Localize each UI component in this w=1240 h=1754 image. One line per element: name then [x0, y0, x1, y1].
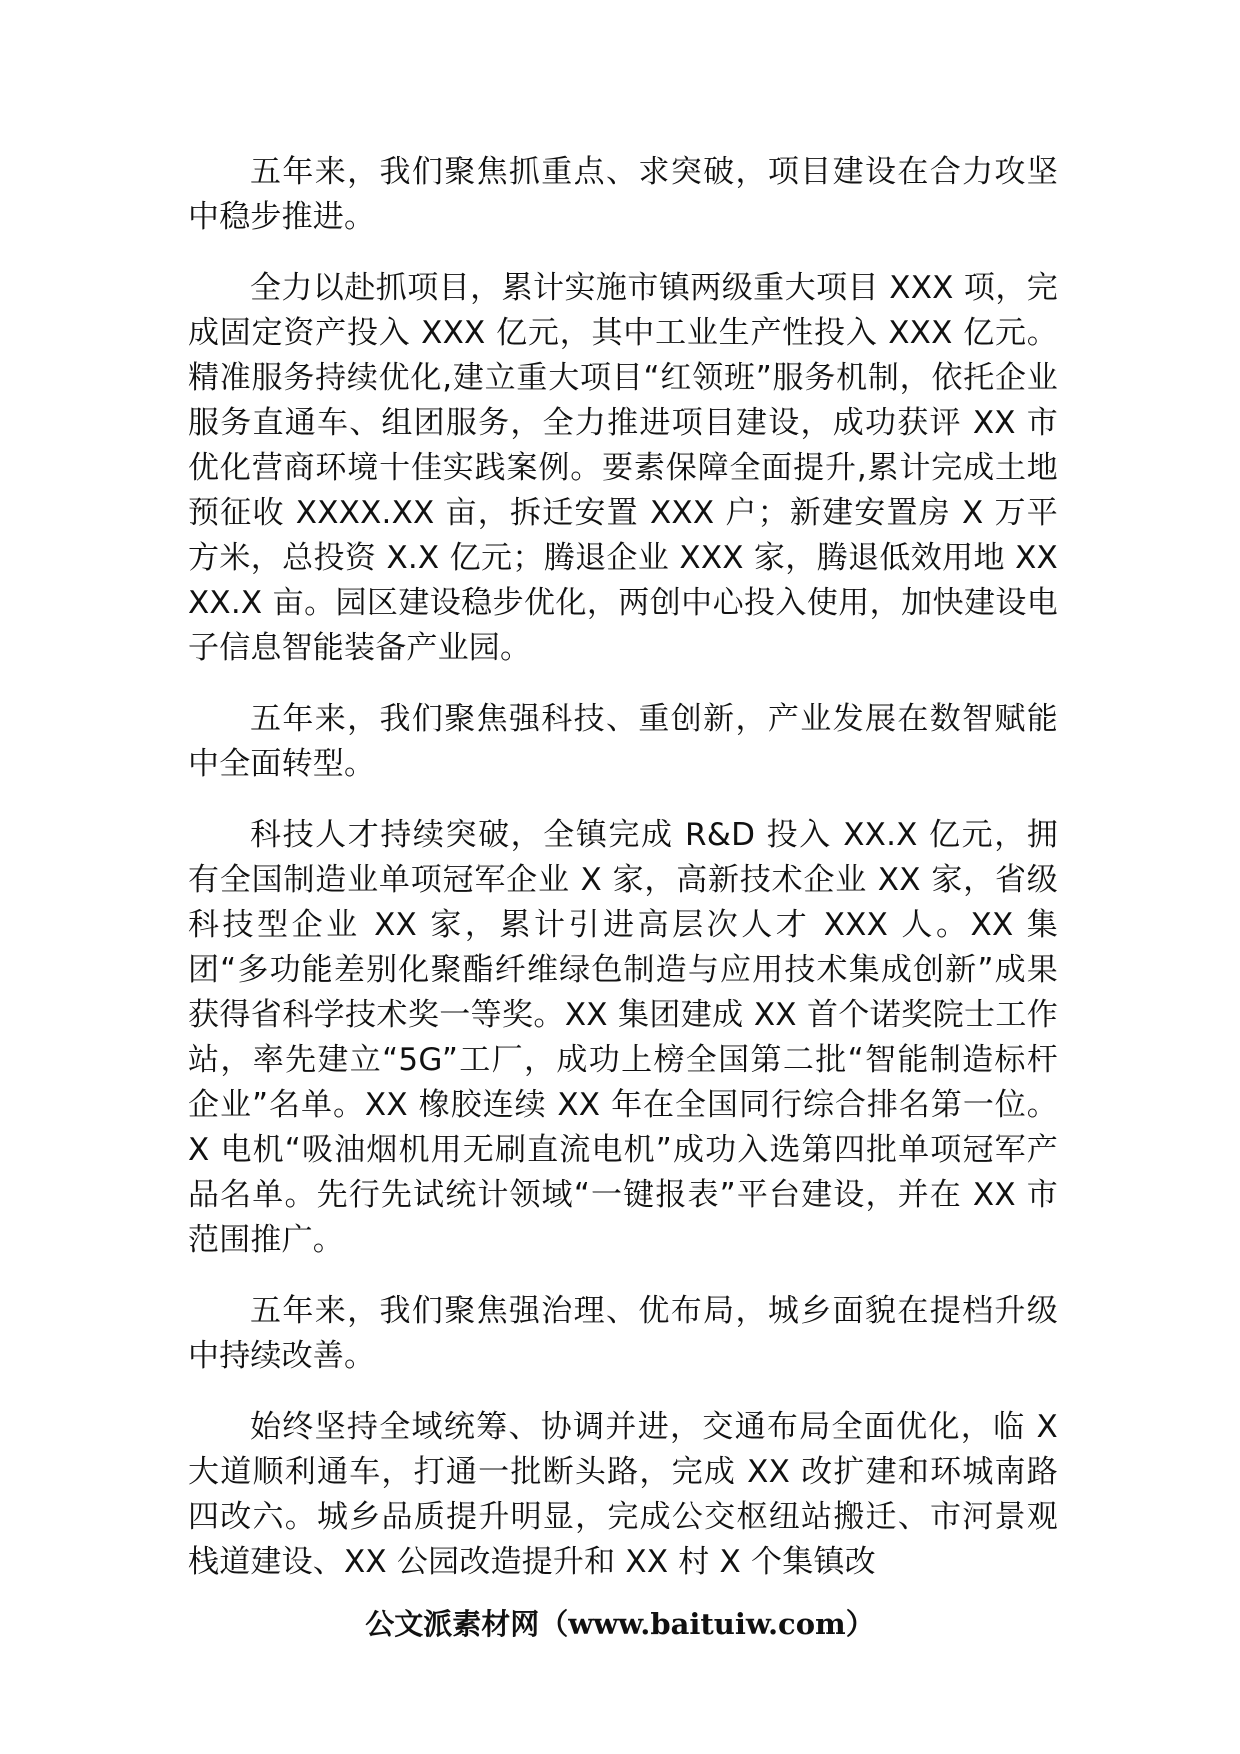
- paragraph-1: 五年来，我们聚焦抓重点、求突破，项目建设在合力攻坚中稳步推进。: [188, 154, 1058, 235]
- paragraph-6: 始终坚持全域统筹、协调并进，交通布局全面优化，临 X 大道顺利通车，打通一批断头路，完成 XX 改扩建和环城南路四改六。城乡品质提升明显，完成公交枢纽站搬迁、市河景观栈道建设、XX 公园改造提升和 XX 村 X 个集镇改: [188, 1409, 1058, 1580]
- document-body: [188, 150, 1058, 1611]
- paragraph-5: 五年来，我们聚焦强治理、优布局，城乡面貌在提档升级中持续改善。: [188, 1293, 1058, 1374]
- page-footer: 公文派素材网（www.baituiw.com）: [365, 1607, 875, 1641]
- paragraph-2: 全力以赴抓项目，累计实施市镇两级重大项目 XXX 项，完成固定资产投入 XXX 亿元，其中工业生产性投入 XXX 亿元。精准服务持续优化,建立重大项目“红领班”服务机制，依托企业服务直通车、组团服务，全力推进项目建设，成功获评 XX 市优化营商环境十佳实践案例。要素保障全面提升,累计完成土地预征收 XXXX.XX 亩，拆迁安置 XXX 户；新建安置房 X 万平方米，总投资 X.X 亿元；腾退企业 XXX 家，腾退低效用地 XXXX.X 亩。园区建设稳步优化，两创中心投入使用，加快建设电子信息智能装备产业园。: [188, 270, 1058, 666]
- paragraph-3: 五年来，我们聚焦强科技、重创新，产业发展在数智赋能中全面转型。: [188, 701, 1058, 782]
- paragraph-4: 科技人才持续突破，全镇完成 R&D 投入 XX.X 亿元，拥有全国制造业单项冠军企业 X 家，高新技术企业 XX 家，省级科技型企业 XX 家，累计引进高层次人才 XXX 人。XX 集团“多功能差别化聚酯纤维绿色制造与应用技术集成创新”成果获得省科学技术奖一等奖。XX 集团建成 XX 首个诺奖院士工作站，率先建立“5G”工厂，成功上榜全国第二批“智能制造标杆企业”名单。XX 橡胶连续 XX 年在全国同行综合排名第一位。X 电机“吸油烟机用无刷直流电机”成功入选第四批单项冠军产品名单。先行先试统计领域“一键报表”平台建设，并在 XX 市范围推广。: [188, 817, 1058, 1258]
